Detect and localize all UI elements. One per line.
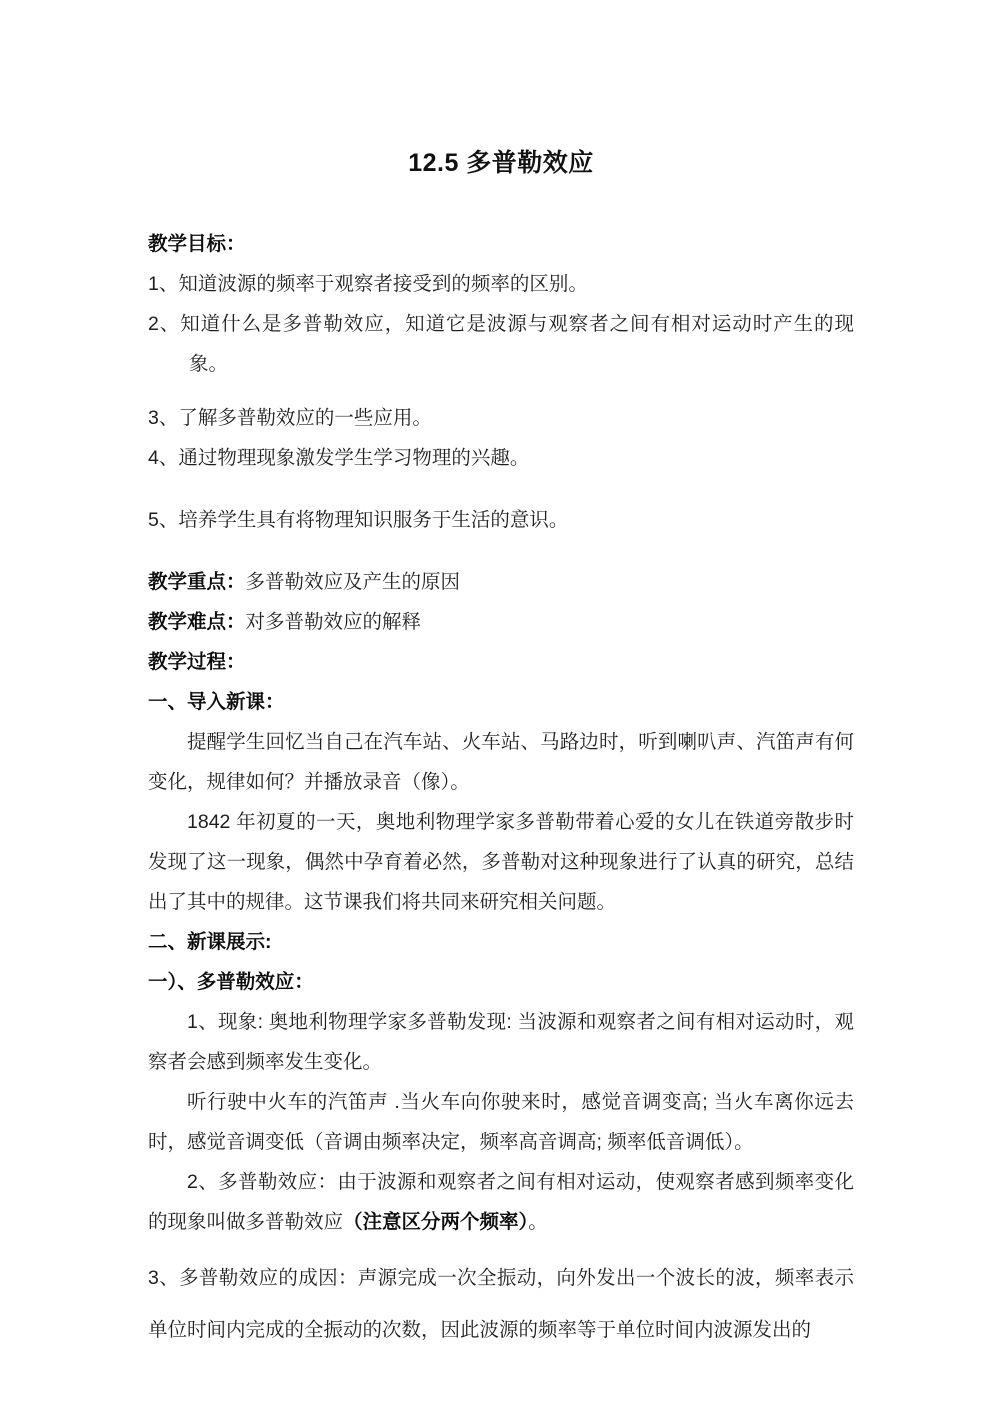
part-two-point-1: 1、现象: 奥地利物理学家多普勒发现: 当波源和观察者之间有相对运动时，观察者会感到频率发生变化。 <box>148 1011 854 1073</box>
objective-item-3: 3、了解多普勒效应的一些应用。 <box>148 407 432 429</box>
objective-item-2: 2、知道什么是多普勒效应，知道它是波源与观察者之间有相对运动时产生的现象。 <box>148 313 854 375</box>
part-one-heading: 一、导入新课： <box>148 691 285 713</box>
part-two-point-1-example: 听行驶中火车的汽笛声 .当火车向你驶来时，感觉音调变高; 当火车离你远去时，感觉音调变低（音调由频率决定，频率高音调高; 频率低音调低）。 <box>148 1091 854 1153</box>
document-content <box>148 0 854 1356</box>
key-point-label: 教学重点： <box>148 571 246 593</box>
key-point-line <box>148 562 854 602</box>
page-title: 12.5 多普勒效应 <box>408 149 594 177</box>
point-2-emphasis-note: （注意区分两个频率） <box>343 1211 529 1233</box>
part-two-subheading: 一）、多普勒效应： <box>148 971 314 993</box>
process-label: 教学过程： <box>148 651 246 673</box>
part-one-paragraph-2: 1842 年初夏的一天，奥地利物理学家多普勒带着心爱的女儿在铁道旁散步时发现了这一现象，偶然中孕育着必然，多普勒对这种现象进行了认真的研究，总结出了其中的规律。这节课我们将共同来研究相关问题。 <box>148 811 854 913</box>
difficulty-text: 对多普勒效应的解释 <box>245 611 422 633</box>
objectives-label: 教学目标： <box>148 233 246 255</box>
difficulty-label: 教学难点： <box>148 611 246 633</box>
point-2-trailing-punctuation: 。 <box>528 1211 548 1233</box>
point-2-lead-text: 2、多普勒效应：由于波源和观察者之间有相对运动，使观察者感到频率变化的现象叫做多普勒效应 <box>148 1171 854 1233</box>
part-two-heading: 二、新课展示: <box>148 931 272 953</box>
objective-item-1: 1、知道波源的频率于观察者接受到的频率的区别。 <box>148 273 588 295</box>
part-two-point-3: 3、多普勒效应的成因：声源完成一次全振动，向外发出一个波长的波，频率表示单位时间内完成的全振动的次数，因此波源的频率等于单位时间内波源发出的 <box>148 1267 854 1341</box>
part-two-point-2 <box>148 1162 854 1242</box>
objective-item-5: 5、培养学生具有将物理知识服务于生活的意识。 <box>148 509 569 531</box>
difficulty-line <box>148 602 854 642</box>
objective-item-4: 4、通过物理现象激发学生学习物理的兴趣。 <box>148 447 530 469</box>
key-point-text: 多普勒效应及产生的原因 <box>245 571 461 593</box>
part-one-paragraph-1: 提醒学生回忆当自己在汽车站、火车站、马路边时，听到喇叭声、汽笛声有何变化，规律如何？并播放录音（像）。 <box>148 731 854 793</box>
